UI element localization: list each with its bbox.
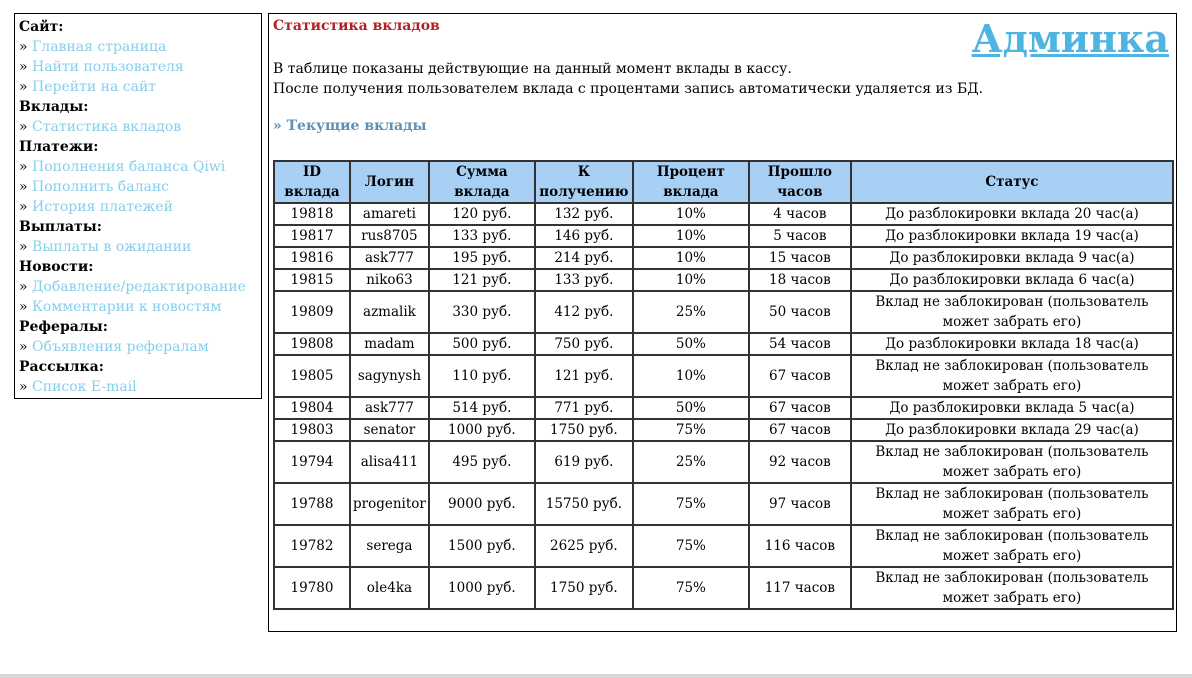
- table-cell: 19809: [274, 291, 350, 333]
- table-cell: 19816: [274, 247, 350, 269]
- column-header: Сумма вклада: [429, 161, 535, 203]
- table-cell: 146 руб.: [535, 225, 633, 247]
- table-cell: 10%: [633, 225, 749, 247]
- column-header: Логин: [350, 161, 429, 203]
- table-cell: 50%: [633, 333, 749, 355]
- table-cell: amareti: [350, 203, 429, 225]
- table-cell: 133 руб.: [429, 225, 535, 247]
- table-cell: senator: [350, 419, 429, 441]
- sidebar-link[interactable]: Добавление/редактирование: [32, 279, 246, 295]
- sidebar-item: [19, 117, 257, 137]
- table-cell: 10%: [633, 247, 749, 269]
- table-cell: 75%: [633, 419, 749, 441]
- table-cell: 19804: [274, 397, 350, 419]
- main-panel: [268, 13, 1177, 632]
- table-cell: 5 часов: [749, 225, 851, 247]
- table-cell: 19808: [274, 333, 350, 355]
- table-cell: rus8705: [350, 225, 429, 247]
- column-header: Процент вклада: [633, 161, 749, 203]
- table-cell: 75%: [633, 525, 749, 567]
- sidebar-section-title: Новости:: [19, 259, 94, 275]
- table-cell: 18 часов: [749, 269, 851, 291]
- table-cell: 1750 руб.: [535, 419, 633, 441]
- table-cell: До разблокировки вклада 18 час(а): [851, 333, 1173, 355]
- table-cell: Вклад не заблокирован (пользователь может забрать его): [851, 291, 1173, 333]
- table-cell: До разблокировки вклада 19 час(а): [851, 225, 1173, 247]
- sidebar-link[interactable]: Перейти на сайт: [32, 79, 157, 95]
- table-row: [274, 225, 1173, 247]
- table-cell: 1750 руб.: [535, 567, 633, 609]
- table-cell: 19805: [274, 355, 350, 397]
- table-cell: 500 руб.: [429, 333, 535, 355]
- table-cell: 10%: [633, 355, 749, 397]
- table-cell: До разблокировки вклада 20 час(а): [851, 203, 1173, 225]
- sidebar-item: [19, 37, 257, 57]
- table-cell: 75%: [633, 567, 749, 609]
- sidebar-link[interactable]: Список E-mail: [32, 379, 137, 395]
- table-cell: 19782: [274, 525, 350, 567]
- table-row: [274, 441, 1173, 483]
- table-cell: Вклад не заблокирован (пользователь может забрать его): [851, 355, 1173, 397]
- admin-sidebar: [14, 13, 262, 399]
- sidebar-item: [19, 277, 257, 297]
- table-cell: 514 руб.: [429, 397, 535, 419]
- description-line: После получения пользователем вклада с процентами запись автоматически удаляется из БД.: [273, 81, 984, 97]
- current-deposits-heading: » Текущие вклады: [273, 118, 427, 134]
- table-cell: 50 часов: [749, 291, 851, 333]
- table-cell: 25%: [633, 291, 749, 333]
- table-cell: alisa411: [350, 441, 429, 483]
- sidebar-link[interactable]: Выплаты в ожидании: [32, 239, 192, 255]
- column-header: ID вклада: [274, 161, 350, 203]
- table-cell: 330 руб.: [429, 291, 535, 333]
- table-cell: niko63: [350, 269, 429, 291]
- table-cell: 19818: [274, 203, 350, 225]
- table-cell: 4 часов: [749, 203, 851, 225]
- bullet-icon: »: [19, 339, 28, 355]
- table-cell: madam: [350, 333, 429, 355]
- table-row: [274, 355, 1173, 397]
- table-cell: 117 часов: [749, 567, 851, 609]
- sidebar-link[interactable]: Пополнить баланс: [32, 179, 169, 195]
- table-cell: 132 руб.: [535, 203, 633, 225]
- table-cell: Вклад не заблокирован (пользователь может забрать его): [851, 567, 1173, 609]
- description-line: В таблице показаны действующие на данный момент вклады в кассу.: [273, 61, 792, 77]
- table-row: [274, 203, 1173, 225]
- table-cell: 19817: [274, 225, 350, 247]
- table-cell: serega: [350, 525, 429, 567]
- sidebar-section-title: Вклады:: [19, 99, 89, 115]
- table-cell: 25%: [633, 441, 749, 483]
- table-cell: 9000 руб.: [429, 483, 535, 525]
- table-cell: 1500 руб.: [429, 525, 535, 567]
- sidebar-section-title: Сайт:: [19, 19, 64, 35]
- table-cell: ole4ka: [350, 567, 429, 609]
- window-bottom-edge: [0, 674, 1192, 678]
- sidebar-link[interactable]: Объявления рефералам: [32, 339, 209, 355]
- table-cell: 10%: [633, 269, 749, 291]
- sidebar-item: [19, 237, 257, 257]
- bullet-icon: »: [19, 199, 28, 215]
- admin-logo-link[interactable]: Админка: [971, 16, 1169, 61]
- table-cell: 771 руб.: [535, 397, 633, 419]
- table-cell: 121 руб.: [535, 355, 633, 397]
- table-cell: 2625 руб.: [535, 525, 633, 567]
- sidebar-link[interactable]: Комментарии к новостям: [32, 299, 222, 315]
- sidebar-item: [19, 77, 257, 97]
- table-cell: 1000 руб.: [429, 419, 535, 441]
- sidebar-item: [19, 57, 257, 77]
- sidebar-link[interactable]: История платежей: [32, 199, 173, 215]
- page-description: [273, 59, 983, 99]
- table-cell: 19803: [274, 419, 350, 441]
- table-header-row: [274, 161, 1173, 203]
- table-cell: ask777: [350, 247, 429, 269]
- sidebar-link[interactable]: Пополнения баланса Qiwi: [32, 159, 226, 175]
- table-cell: 19788: [274, 483, 350, 525]
- table-cell: 67 часов: [749, 355, 851, 397]
- sidebar-item: [19, 377, 257, 397]
- table-cell: 19815: [274, 269, 350, 291]
- bullet-icon: »: [19, 299, 28, 315]
- table-cell: 15 часов: [749, 247, 851, 269]
- table-cell: 97 часов: [749, 483, 851, 525]
- table-cell: 19794: [274, 441, 350, 483]
- table-cell: Вклад не заблокирован (пользователь может забрать его): [851, 525, 1173, 567]
- bullet-icon: »: [19, 179, 28, 195]
- sidebar-section-title: Выплаты:: [19, 219, 102, 235]
- bullet-icon: »: [19, 39, 28, 55]
- table-cell: 110 руб.: [429, 355, 535, 397]
- sidebar-item: [19, 177, 257, 197]
- table-cell: До разблокировки вклада 29 час(а): [851, 419, 1173, 441]
- table-row: [274, 247, 1173, 269]
- table-row: [274, 333, 1173, 355]
- column-header: Статус: [851, 161, 1173, 203]
- table-cell: 121 руб.: [429, 269, 535, 291]
- table-row: [274, 483, 1173, 525]
- table-row: [274, 291, 1173, 333]
- table-cell: 92 часов: [749, 441, 851, 483]
- sidebar-section-title: Рассылка:: [19, 359, 104, 375]
- table-cell: 120 руб.: [429, 203, 535, 225]
- table-row: [274, 269, 1173, 291]
- table-row: [274, 567, 1173, 609]
- table-cell: 750 руб.: [535, 333, 633, 355]
- sidebar-link[interactable]: Статистика вкладов: [32, 119, 182, 135]
- table-cell: 15750 руб.: [535, 483, 633, 525]
- table-cell: sagynysh: [350, 355, 429, 397]
- table-cell: 214 руб.: [535, 247, 633, 269]
- sidebar-section-title: Рефералы:: [19, 319, 108, 335]
- sidebar-link[interactable]: Найти пользователя: [32, 59, 184, 75]
- sidebar-link[interactable]: Главная страница: [32, 39, 167, 55]
- sidebar-item: [19, 337, 257, 357]
- table-body: [274, 203, 1173, 609]
- sidebar-item: [19, 157, 257, 177]
- bullet-icon: »: [19, 79, 28, 95]
- table-cell: 1000 руб.: [429, 567, 535, 609]
- table-cell: 195 руб.: [429, 247, 535, 269]
- bullet-icon: »: [19, 119, 28, 135]
- bullet-icon: »: [19, 239, 28, 255]
- sidebar-item: [19, 197, 257, 217]
- table-cell: До разблокировки вклада 5 час(а): [851, 397, 1173, 419]
- table-cell: 67 часов: [749, 419, 851, 441]
- sidebar-section-title: Платежи:: [19, 139, 99, 155]
- bullet-icon: »: [19, 59, 28, 75]
- table-cell: До разблокировки вклада 9 час(а): [851, 247, 1173, 269]
- table-cell: ask777: [350, 397, 429, 419]
- table-cell: Вклад не заблокирован (пользователь может забрать его): [851, 483, 1173, 525]
- table-cell: progenitor: [350, 483, 429, 525]
- bullet-icon: »: [19, 279, 28, 295]
- table-cell: 619 руб.: [535, 441, 633, 483]
- table-cell: 495 руб.: [429, 441, 535, 483]
- table-cell: До разблокировки вклада 6 час(а): [851, 269, 1173, 291]
- table-cell: azmalik: [350, 291, 429, 333]
- table-row: [274, 419, 1173, 441]
- column-header: К получению: [535, 161, 633, 203]
- table-cell: 50%: [633, 397, 749, 419]
- bullet-icon: »: [19, 159, 28, 175]
- table-cell: Вклад не заблокирован (пользователь может забрать его): [851, 441, 1173, 483]
- deposits-table: [273, 160, 1174, 610]
- table-row: [274, 525, 1173, 567]
- column-header: Прошло часов: [749, 161, 851, 203]
- page-title: Статистика вкладов: [273, 18, 440, 34]
- table-cell: 75%: [633, 483, 749, 525]
- table-cell: 116 часов: [749, 525, 851, 567]
- bullet-icon: »: [19, 379, 28, 395]
- table-cell: 412 руб.: [535, 291, 633, 333]
- sidebar-item: [19, 297, 257, 317]
- table-cell: 10%: [633, 203, 749, 225]
- table-cell: 19780: [274, 567, 350, 609]
- table-row: [274, 397, 1173, 419]
- table-cell: 133 руб.: [535, 269, 633, 291]
- table-cell: 54 часов: [749, 333, 851, 355]
- table-cell: 67 часов: [749, 397, 851, 419]
